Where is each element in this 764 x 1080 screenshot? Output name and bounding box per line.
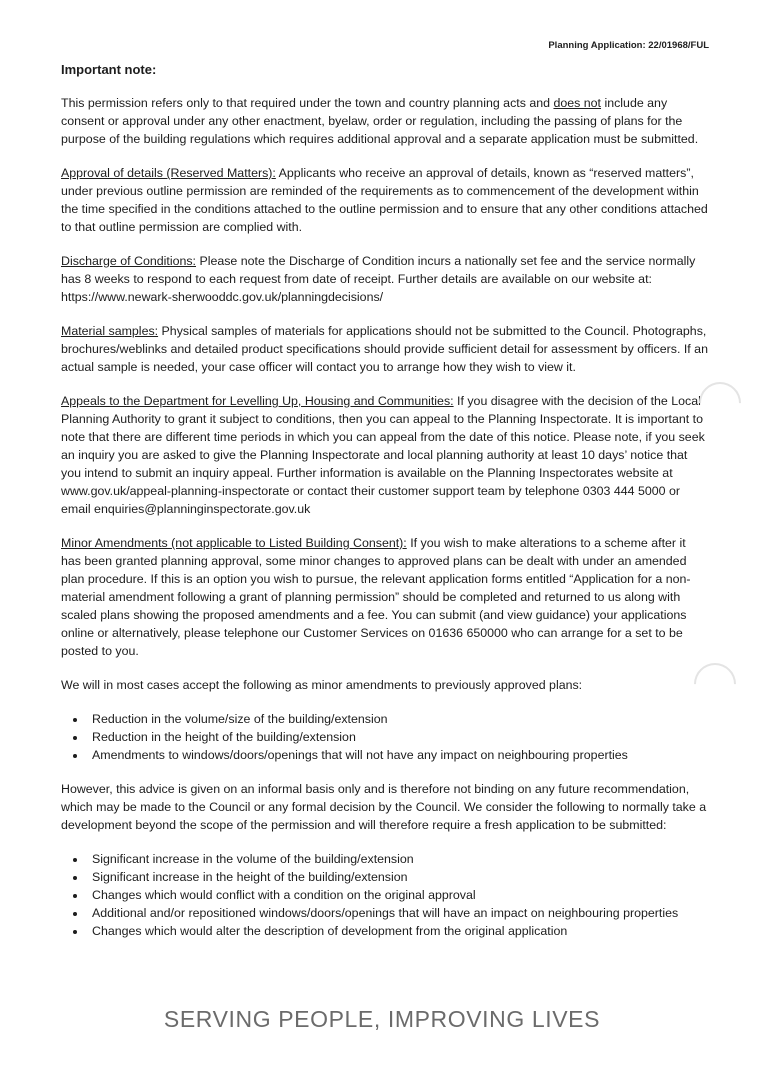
minor-amendments-list xyxy=(61,710,709,764)
list-item: • Additional and/or repositioned windows/doors/openings that will have an impact on neighbouring properties xyxy=(87,904,709,922)
list-item: • Changes which would alter the description of development from the original application xyxy=(87,922,709,940)
application-reference: Planning Application: 22/01968/FUL xyxy=(548,40,709,51)
list-item: • Significant increase in the height of the building/extension xyxy=(87,868,709,886)
list-item: • Reduction in the volume/size of the building/extension xyxy=(87,710,709,728)
section-heading: Approval of details (Reserved Matters): xyxy=(61,166,276,180)
section-heading: Material samples: xyxy=(61,324,159,338)
list-item: • Reduction in the height of the building/extension xyxy=(87,728,709,746)
paragraph-material-samples xyxy=(61,322,709,376)
section-text: Applicants who receive an approval of details, known as “reserved matters”, under previous outline permission are reminded of the requirements as to commencement of the development within the time specified in the conditions attached to the outline permission and to ensure that any other conditions attached to that outline permission are complied with. xyxy=(61,166,708,234)
section-heading: Appeals to the Department for Levelling Up, Housing and Communities: xyxy=(61,394,454,408)
section-heading: Discharge of Conditions: xyxy=(61,254,196,268)
list-item: • Changes which would conflict with a condition on the original approval xyxy=(87,886,709,904)
paragraph-permission-scope xyxy=(61,94,709,148)
section-text: Physical samples of materials for applications should not be submitted to the Council. Photographs, brochures/weblinks and detailed product specifications should provide sufficient detail for assessment by officers. If an actual sample is needed, your case officer will contact you to arrange how they wish to view it. xyxy=(61,324,708,374)
list-item: • Amendments to windows/doors/openings that will not have any impact on neighbouring properties xyxy=(87,746,709,764)
section-text: If you wish to make alterations to a scheme after it has been granted planning approval, some minor changes to approved plans can be dealt with under an amended plan procedure. If this is an option you wish to pursue, the relevant application forms entitled “Application for a non-material amendment following a grant of planning permission” should be completed and returned to us along with scaled plans showing the proposed amendments and a fee. You can submit (and view guidance) your applications online or alternatively, please telephone our Customer Services on 01636 650000 who can arrange for a set to be posted to you. xyxy=(61,536,691,658)
important-note-heading: Important note: xyxy=(61,62,157,77)
section-text: Please note the Discharge of Condition incurs a nationally set fee and the service normally has 8 weeks to respond to each request from date of receipt. Further details are available on our website at: https://www.newark-sherwooddc.gov.uk/planningdecisions/ xyxy=(61,254,696,304)
paragraph-discharge-of-conditions xyxy=(61,252,709,306)
section-text: If you disagree with the decision of the Local Planning Authority to grant it subject to conditions, then you can appeal to the Planning Inspectorate. It is important to note that there are different time periods in which you can appeal from the date of this notice. Please note, if you seek an inquiry you are asked to give the Planning Inspectorate and local planning authority at least 10 days’ notice that you intend to submit an inquiry appeal. Further information is available on the Planning Inspectorates website at www.gov.uk/appeal-planning-inspectorate or contact their customer support team by telephone 0303 444 5000 or email enquiries@planninginspectorate.gov.uk xyxy=(61,394,705,516)
paragraph-text: This permission refers only to that required under the town and country planning acts and xyxy=(61,96,554,110)
list-item: • Significant increase in the volume of the building/extension xyxy=(87,850,709,868)
paragraph-minor-amendments xyxy=(61,534,709,660)
minor-amendments-intro: We will in most cases accept the following as minor amendments to previously approved plans: xyxy=(61,678,583,692)
footer-slogan: SERVING PEOPLE, IMPROVING LIVES xyxy=(163,1006,601,1032)
section-heading: Minor Amendments (not applicable to Listed Building Consent): xyxy=(61,536,407,550)
fresh-application-list xyxy=(61,850,709,940)
paragraph-text: include any consent or approval under any other enactment, byelaw, order or regulation, including the passing of plans for the purpose of the building regulations which requires additional approval and a separate application must be submitted. xyxy=(61,96,699,146)
paragraph-appeals xyxy=(61,392,709,518)
paragraph-approval-of-details xyxy=(61,164,709,236)
fresh-application-intro: However, this advice is given on an informal basis only and is therefore not binding on any future recommendation, which may be made to the Council or any formal decision by the Council. We consider the following to normally take a development beyond the scope of the permission and will therefore require a fresh application to be submitted: xyxy=(61,782,707,832)
underlined-phrase: does not xyxy=(553,96,602,110)
document-content xyxy=(61,40,709,956)
